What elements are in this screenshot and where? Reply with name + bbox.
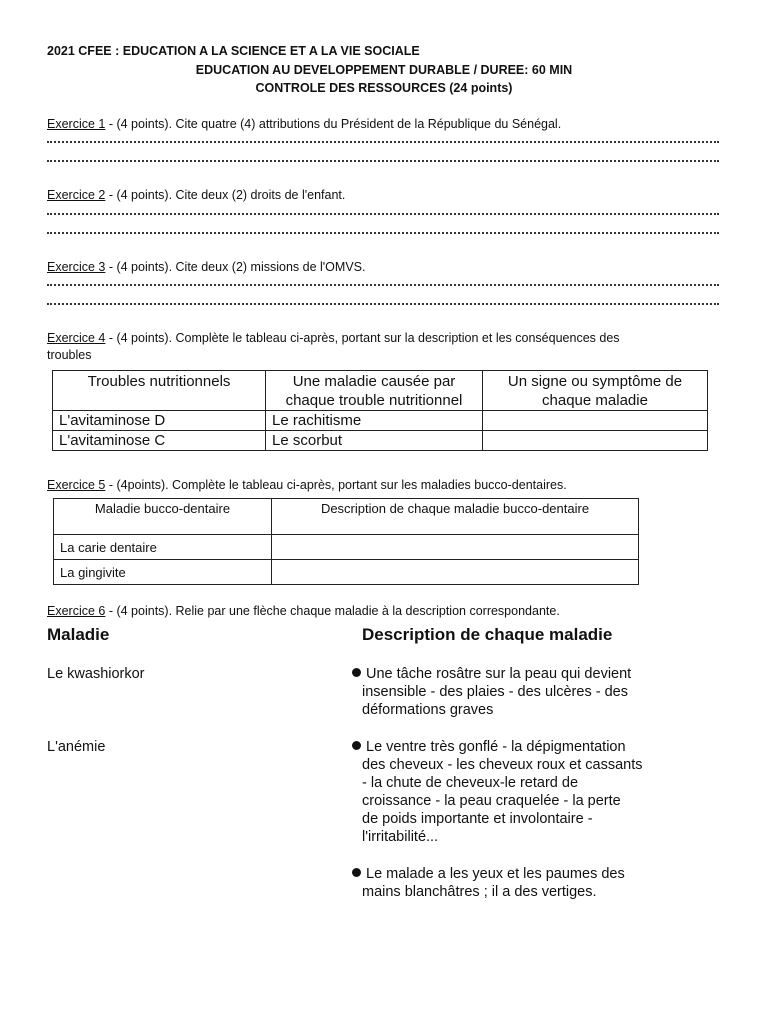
bucco-dental-table: [53, 498, 639, 585]
description-line: Le malade a les yeux et les paumes des: [352, 865, 625, 883]
exercise-4-prompt: [47, 331, 620, 345]
table-header-row: [54, 499, 639, 535]
exercise-6-prompt: [47, 604, 560, 618]
exam-section-title: CONTROLE DES RESSOURCES (24 points): [255, 81, 513, 95]
table-header-cell: Un signe ou symptôme de chaque maladie: [483, 371, 708, 411]
description-item[interactable]: [352, 865, 625, 901]
answer-cell[interactable]: [272, 560, 639, 585]
description-line: déformations graves: [362, 702, 494, 718]
exercise-3-prompt: [47, 260, 365, 274]
exercise-6-text: - (4 points). Relie par une flèche chaque maladie à la description correspondante.: [105, 604, 560, 618]
answer-line[interactable]: [47, 138, 719, 143]
bullet-dot-icon: [352, 741, 361, 750]
exercise-1-prompt: [47, 117, 561, 131]
answer-line[interactable]: [47, 281, 719, 286]
exam-title: 2021 CFEE : EDUCATION A LA SCIENCE ET A LA VIE SOCIALE: [47, 44, 420, 58]
description-line: Le ventre très gonflé - la dépigmentation: [352, 738, 642, 756]
description-column-title: Description de chaque maladie: [362, 625, 613, 644]
exercise-1-text: - (4 points). Cite quatre (4) attributions du Président de la République du Sénégal.: [105, 117, 562, 131]
table-header-cell: Description de chaque maladie bucco-dentaire: [272, 499, 639, 535]
exercise-2-label: Exercice 2: [47, 188, 106, 202]
maladie-item[interactable]: L'anémie: [47, 739, 106, 755]
answer-line[interactable]: [47, 210, 719, 215]
answer-line[interactable]: [47, 229, 719, 234]
table-row: [53, 411, 708, 431]
exercise-6-label: Exercice 6: [47, 604, 106, 618]
exercise-3-text: - (4 points). Cite deux (2) missions de l'OMVS.: [105, 260, 366, 274]
answer-line[interactable]: [47, 300, 719, 305]
bullet-dot-icon: [352, 868, 361, 877]
answer-cell[interactable]: [483, 411, 708, 431]
exercise-3-label: Exercice 3: [47, 260, 106, 274]
description-item[interactable]: [352, 738, 642, 846]
description-line: croissance - la peau craquelée - la perte: [362, 793, 621, 809]
description-item[interactable]: [352, 665, 631, 719]
answer-cell[interactable]: [272, 535, 639, 560]
description-line: mains blanchâtres ; il a des vertiges.: [362, 884, 597, 900]
description-line: des cheveux - les cheveux roux et cassants: [362, 757, 643, 773]
description-line: insensible - des plaies - des ulcères - des: [362, 684, 628, 700]
exercise-5-label: Exercice 5: [47, 478, 106, 492]
exam-subtitle: EDUCATION AU DEVELOPPEMENT DURABLE / DUREE: 60 MIN: [195, 63, 573, 77]
nutrition-table: [52, 370, 708, 451]
table-cell: L'avitaminose C: [53, 431, 266, 451]
exercise-5-prompt: [47, 478, 567, 492]
table-header-cell: Troubles nutritionnels: [53, 371, 266, 411]
bullet-dot-icon: [352, 668, 361, 677]
answer-line[interactable]: [47, 157, 719, 162]
maladie-item[interactable]: Le kwashiorkor: [47, 666, 145, 682]
table-row: [54, 535, 639, 560]
description-line: - la chute de cheveux-le retard de: [362, 775, 579, 791]
table-header-row: [53, 371, 708, 411]
exercise-2-prompt: [47, 188, 345, 202]
table-header-cell: Une maladie causée par chaque trouble nutritionnel: [266, 371, 483, 411]
table-row: [53, 431, 708, 451]
table-cell: La carie dentaire: [54, 535, 272, 560]
exercise-4-label: Exercice 4: [47, 331, 106, 345]
table-row: [54, 560, 639, 585]
table-cell: La gingivite: [54, 560, 272, 585]
maladie-column-title: Maladie: [47, 625, 110, 644]
table-cell: Le rachitisme: [266, 411, 483, 431]
exercise-1-label: Exercice 1: [47, 117, 106, 131]
answer-cell[interactable]: [483, 431, 708, 451]
table-header-cell: Maladie bucco-dentaire: [54, 499, 272, 535]
exercise-2-text: - (4 points). Cite deux (2) droits de l'enfant.: [105, 188, 346, 202]
exercise-4-text: - (4 points). Complète le tableau ci-après, portant sur la description et les conséquences des: [105, 331, 620, 345]
description-line: Une tâche rosâtre sur la peau qui devient: [352, 665, 631, 683]
description-line: de poids importante et involontaire -: [362, 811, 593, 827]
table-cell: L'avitaminose D: [53, 411, 266, 431]
description-line: l'irritabilité...: [362, 829, 439, 845]
table-cell: Le scorbut: [266, 431, 483, 451]
exercise-5-text: - (4points). Complète le tableau ci-après, portant sur les maladies bucco-dentaires.: [105, 478, 567, 492]
exercise-4-text-continued: troubles: [47, 348, 92, 362]
